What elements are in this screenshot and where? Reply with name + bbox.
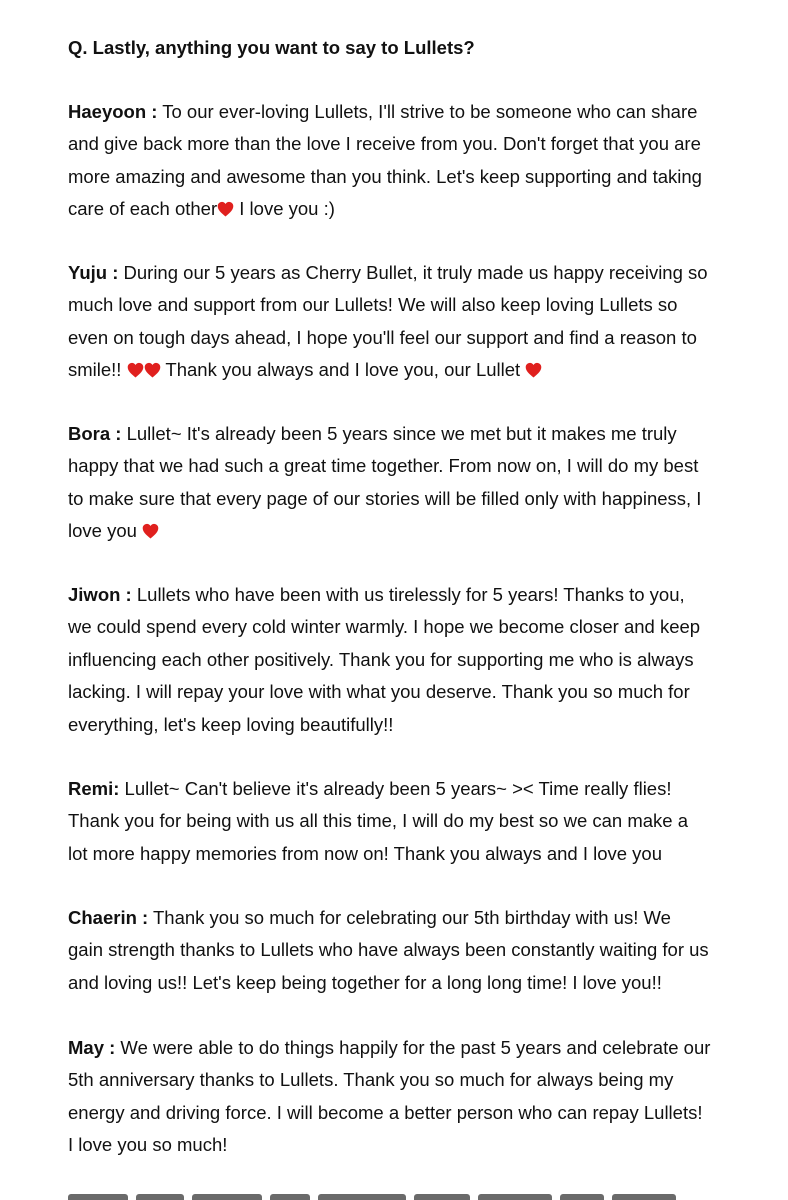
member-name: Bora : (68, 423, 122, 444)
entry-bora (68, 418, 768, 548)
entry-jiwon (68, 579, 768, 741)
message-text: even on tough days ahead, I hope you'll feel our support and find a reason to (68, 326, 697, 348)
cropped-text-line (60, 1188, 710, 1200)
member-name: Remi: (68, 778, 120, 799)
message-text: Lullets who have been with us tirelessly for 5 years! Thanks to you, (131, 584, 685, 605)
message-text: to make sure that every page of our stories will be filled only with happiness, I (68, 487, 702, 509)
message-text: Lullet~ Can't believe it's already been 5 years~ >< Time really flies! (119, 778, 672, 799)
message-text: 5th anniversary thanks to Lullets. Thank you so much for always being my (68, 1069, 674, 1091)
message-text: we could spend every cold winter warmly. I hope we become closer and keep (68, 616, 701, 638)
message-text: We were able to do things happily for the past 5 years and celebrate our (115, 1037, 711, 1058)
member-name: Haeyoon : (68, 101, 158, 122)
member-name: Chaerin : (68, 907, 149, 928)
member-name: Yuju : (68, 262, 119, 283)
entry-yuju (68, 257, 768, 387)
message-text: Lullet~ It's already been 5 years since we met but it makes me truly (121, 423, 677, 444)
entry-may (68, 1032, 768, 1162)
message-text: Thank you always and I love you, our Lullet (160, 359, 526, 381)
message-text: During our 5 years as Cherry Bullet, it truly made us happy receiving so (118, 262, 708, 283)
message-text: I love you so much! (68, 1134, 228, 1156)
message-text: lacking. I will repay your love with what you deserve. Thank you so much for (68, 681, 690, 703)
message-text: gain strength thanks to Lullets who have always been constantly waiting for us (68, 939, 709, 961)
message-text: and loving us!! Let's keep being together for a long long time! I love you!! (68, 971, 662, 993)
heart-icon (142, 523, 159, 539)
message-text: love you (68, 520, 143, 542)
message-text: Thank you for being with us all this time, I will do my best so we can make a (68, 810, 689, 832)
message-text: influencing each other positively. Thank you for supporting me who is always (68, 648, 694, 670)
message-text: energy and driving force. I will become a better person who can repay Lullets! (68, 1101, 703, 1123)
question-heading: Q. Lastly, anything you want to say to Lullets? (68, 37, 475, 58)
heart-icon (144, 362, 161, 378)
message-text: I love you :) (234, 198, 335, 220)
message-text: much love and support from our Lullets! We will also keep loving Lullets so (68, 294, 678, 316)
message-text: smile!! (68, 359, 127, 381)
heart-icon (127, 362, 144, 378)
heart-icon (525, 362, 542, 378)
message-text: Thank you so much for celebrating our 5th birthday with us! We (148, 907, 671, 928)
message-text: and give back more than the love I receive from you. Don't forget that you are (68, 133, 701, 155)
entry-haeyoon (68, 96, 768, 226)
member-name: May : (68, 1037, 116, 1058)
message-text: happy that we had such a great time together. From now on, I will do my best (68, 455, 699, 477)
message-text: more amazing and awesome than you think. Let's keep supporting and taking (68, 165, 702, 187)
message-text: lot more happy memories from now on! Thank you always and I love you (68, 842, 663, 864)
message-text: care of each other (68, 198, 218, 220)
heart-icon (217, 201, 234, 217)
entry-remi (68, 773, 768, 870)
message-text: To our ever-loving Lullets, I'll strive to be someone who can share (157, 101, 698, 122)
entry-chaerin (68, 902, 768, 999)
member-name: Jiwon : (68, 584, 132, 605)
message-text: everything, let's keep loving beautifully!! (68, 713, 394, 735)
